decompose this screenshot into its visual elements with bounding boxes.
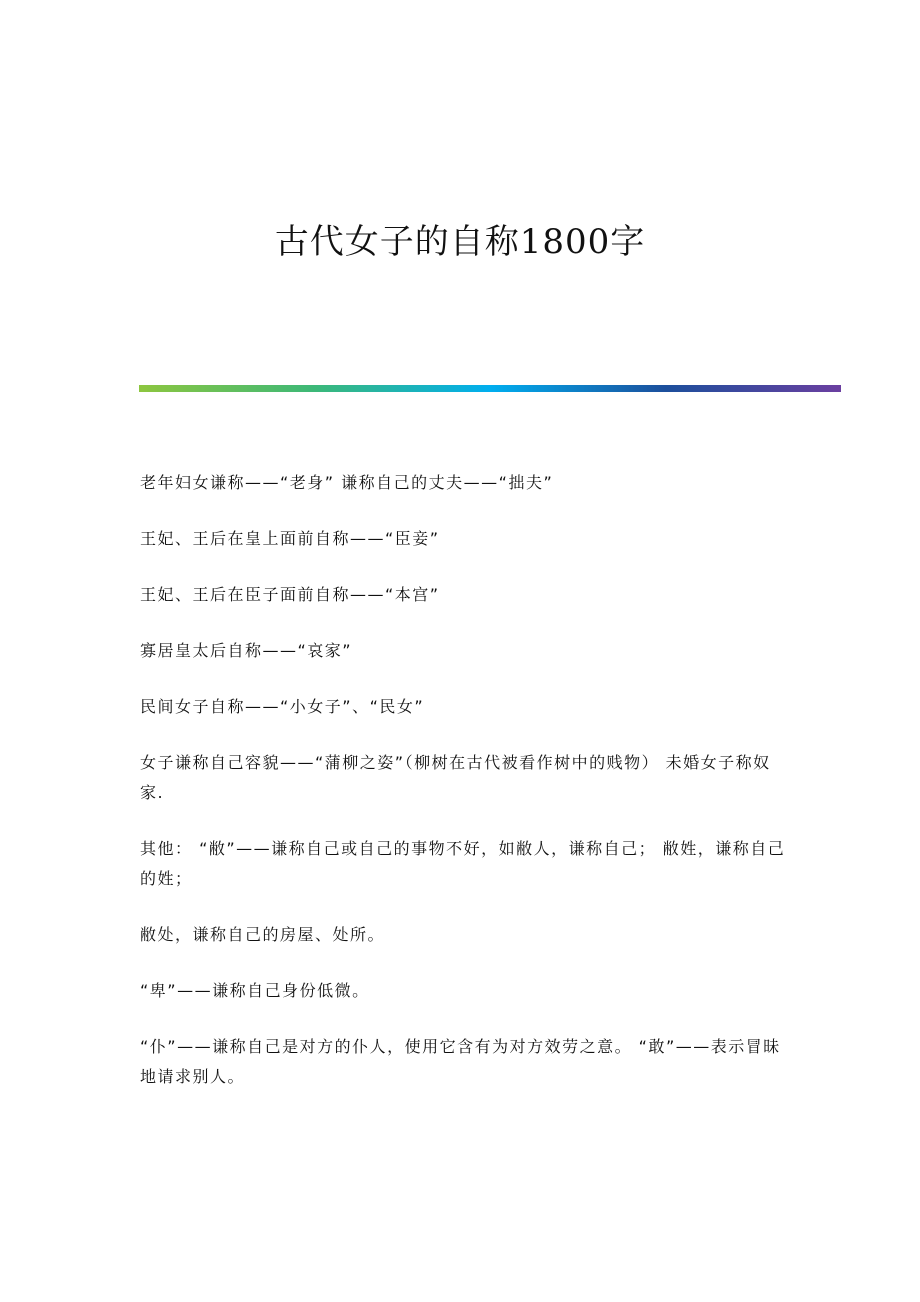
paragraph-2: 王妃、王后在皇上面前自称——“臣妾” <box>140 529 440 548</box>
paragraph-5: 民间女子自称——“小女子”、“民女” <box>140 697 425 716</box>
document-title: 古代女子的自称1800字 <box>274 222 646 262</box>
gradient-divider <box>139 385 841 392</box>
paragraph-10: “仆”——谦称自己是对方的仆人，使用它含有为对方效劳之意。 “敢”——表示冒昧地请求别人。 <box>140 1037 781 1086</box>
paragraph-8: 敝处，谦称自己的房屋、处所。 <box>140 925 386 944</box>
document-body <box>140 468 790 1118</box>
paragraph-9: “卑”——谦称自己身份低微。 <box>140 981 370 1000</box>
paragraph-4: 寡居皇太后自称——“哀家” <box>140 641 353 660</box>
paragraph-1: 老年妇女谦称——“老身” 谦称自己的丈夫——“拙夫” <box>140 473 554 492</box>
paragraph-6: 女子谦称自己容貌——“蒲柳之姿”（柳树在古代被看作树中的贱物） 未婚女子称奴家. <box>140 753 771 802</box>
paragraph-3: 王妃、王后在臣子面前自称——“本宫” <box>140 585 440 604</box>
paragraph-7: 其他： “敝”——谦称自己或自己的事物不好，如敝人，谦称自己； 敝姓，谦称自己的姓； <box>140 839 786 888</box>
